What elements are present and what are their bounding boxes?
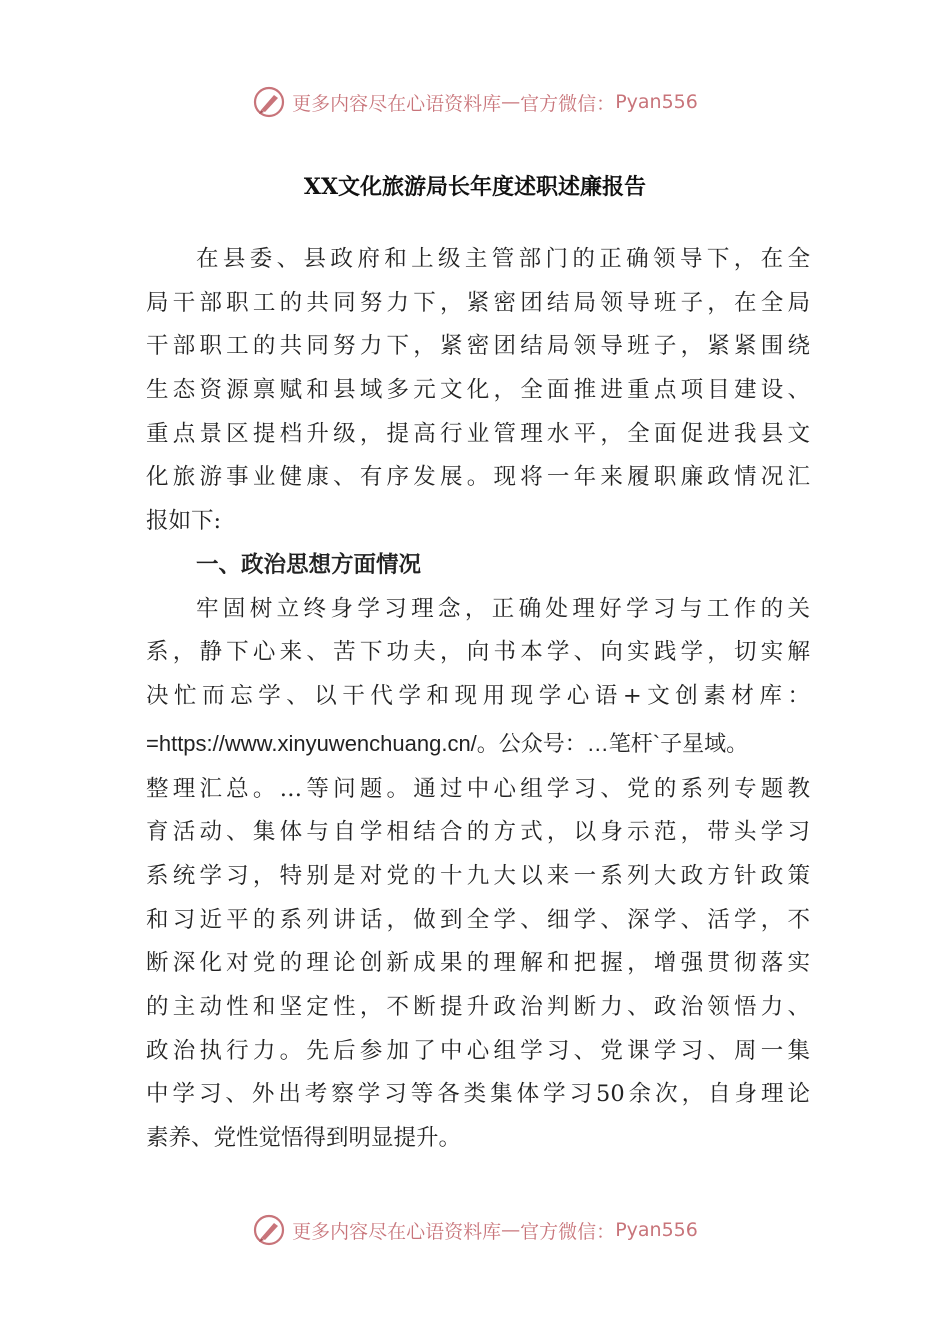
paragraph-line: 干部职工的共同努力下，紧密团结局领导班子，紧紧围绕 [146, 333, 810, 360]
banner-official: 官方微信： [520, 92, 616, 115]
header-watermark-banner [0, 82, 950, 122]
document-body [146, 238, 810, 1161]
paragraph-line: 育活动、集体与自学相结合的方式，以身示范，带头学习 [146, 819, 810, 846]
banner-handle: Pyan556 [615, 91, 698, 113]
banner-dash: — [501, 1219, 521, 1241]
paragraph-line: 系统学习，特别是对党的十九大以来一系列大政方针政策 [146, 862, 810, 889]
footer-watermark-banner [0, 1210, 950, 1250]
banner-dash: — [501, 91, 521, 113]
pen-logo-icon [252, 85, 286, 119]
paragraph-line: 局干部职工的共同努力下，紧密团结局领导班子，在全局 [146, 289, 810, 316]
banner-text: 更多内容尽在心语资料库 [292, 1220, 502, 1243]
paragraph-line-url: =https://www.xinyuwenchuang.cn/。公众号：…笔杆`子星域。 [146, 730, 749, 756]
section-heading: 一、政治思想方面情况 [196, 551, 422, 578]
paragraph-line: 素养、党性觉悟得到明显提升。 [146, 1125, 462, 1152]
paragraph-line: 牢固树立终身学习理念，正确处理好学习与工作的关 [196, 595, 810, 622]
paragraph-line: 政治执行力。先后参加了中心组学习、党课学习、周一集 [146, 1037, 810, 1064]
banner-official: 官方微信： [520, 1220, 616, 1243]
paragraph-line: 决忙而忘学、以干代学和现用现学心语+文创素材库： [146, 682, 810, 709]
paragraph-line: 整理汇总。…等问题。通过中心组学习、党的系列专题教 [146, 775, 810, 802]
paragraph-line: 的主动性和坚定性，不断提升政治判断力、政治领悟力、 [146, 994, 810, 1020]
paragraph-line: 生态资源禀赋和县域多元文化，全面推进重点项目建设、 [146, 377, 810, 404]
paragraph-line: 中学习、外出考察学习等各类集体学习50余次，自身理论 [146, 1081, 810, 1108]
pen-logo-icon [252, 1213, 286, 1247]
paragraph-line: 断深化对党的理论创新成果的理解和把握，增强贯彻落实 [146, 950, 810, 977]
paragraph-line: 在县委、县政府和上级主管部门的正确领导下，在全 [196, 246, 810, 272]
paragraph-line: 重点景区提档升级，提高行业管理水平，全面促进我县文 [146, 420, 810, 447]
banner-handle: Pyan556 [615, 1219, 698, 1241]
paragraph-line: 和习近平的系列讲话，做到全学、细学、深学、活学，不 [146, 906, 810, 933]
paragraph-line: 报如下: [146, 508, 222, 535]
document-title: XX文化旅游局长年度述职述廉报告 [303, 174, 647, 200]
banner-text: 更多内容尽在心语资料库 [292, 92, 502, 115]
paragraph-line: 化旅游事业健康、有序发展。现将一年来履职廉政情况汇 [146, 464, 810, 491]
paragraph-line: 系，静下心来、苦下功夫，向书本学、向实践学，切实解 [146, 639, 810, 666]
